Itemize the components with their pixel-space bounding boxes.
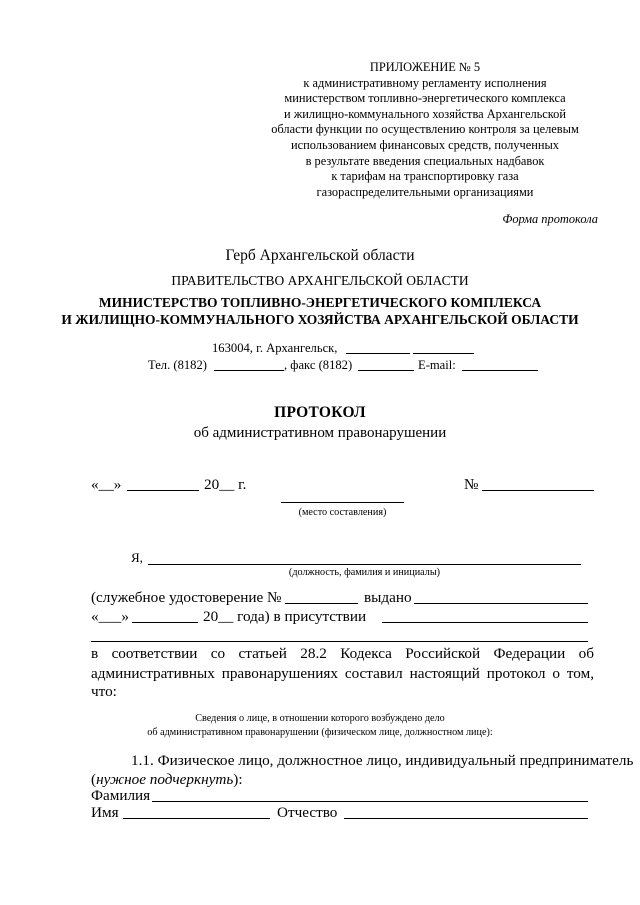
statement-line: административных правонарушениях составил настоящий протокол о том, — [91, 664, 594, 682]
surname-field[interactable] — [152, 801, 588, 802]
document-title: ПРОТОКОЛ — [274, 404, 366, 421]
ministry-name — [0, 294, 640, 328]
appendix-line: области функции по осуществлению контроля за целевым — [271, 122, 579, 137]
government-name: ПРАВИТЕЛЬСТВО АРХАНГЕЛЬСКОЙ ОБЛАСТИ — [171, 273, 469, 288]
section-heading-line: об административном правонарушении (физическом лице, должностном лице): — [147, 726, 493, 738]
item-note: (нужное подчеркнуть): — [91, 771, 243, 788]
surname-label: Фамилия — [91, 787, 151, 804]
document-subtitle: об административном правонарушении — [193, 425, 447, 441]
appendix-line: министерством топливно-энергетического комплекса — [284, 91, 566, 106]
presence-blank-2 — [91, 641, 588, 642]
item-note-text: нужное подчеркнуть — [96, 771, 234, 788]
statement-line: что: — [91, 683, 117, 700]
patronymic-label: Отчество — [277, 804, 338, 821]
date-day-label: «__» — [91, 476, 122, 493]
item-heading: 1.1. Физическое лицо, должностное лицо, индивидуальный предприниматель — [131, 752, 634, 769]
ministry-line: И ЖИЛИЩНО-КОММУНАЛЬНОГО ХОЗЯЙСТВА АРХАНГЕЛЬСКОЙ ОБЛАСТИ — [61, 312, 579, 327]
issue-year-label: 20__ года) в присутствии — [203, 608, 367, 625]
email-label: E-mail: — [418, 358, 456, 372]
appendix-line: газораспределительными организациями — [316, 184, 534, 199]
appendix-line: к тарифам на транспортировку газа — [331, 169, 519, 184]
name-field[interactable] — [123, 818, 270, 819]
certificate-number-blank — [285, 603, 358, 604]
date-year-label: 20__ г. — [204, 476, 247, 493]
address-label: 163004, г. Архангельск, — [212, 341, 338, 355]
place-blank — [281, 502, 404, 503]
appendix-line: использованием финансовых средств, полученных — [291, 137, 559, 152]
form-label: Форма протокола — [502, 212, 598, 226]
certificate-label: (служебное удостоверение № — [91, 589, 282, 606]
address-blank — [346, 353, 410, 354]
fax-label: , факс (8182) — [284, 358, 353, 372]
presence-blank — [382, 622, 588, 623]
i-label: Я, — [131, 550, 143, 565]
number-blank — [482, 490, 594, 491]
place-caption: (место составления) — [298, 507, 387, 518]
official-blank — [148, 564, 581, 565]
appendix-line: в результате введения специальных надбавок — [305, 153, 545, 168]
appendix-line: ПРИЛОЖЕНИЕ № 5 — [369, 60, 481, 74]
section-heading-line: Сведения о лице, в отношении которого возбуждено дело — [195, 713, 445, 724]
patronymic-field[interactable] — [344, 818, 588, 819]
phone-blank — [214, 370, 284, 371]
statement-line: в соответствии со статьей 28.2 Кодекса Российской Федерации об — [91, 645, 594, 662]
ministry-line: МИНИСТЕРСТВО ТОПЛИВНО-ЭНЕРГЕТИЧЕСКОГО КОМПЛЕКСА — [98, 295, 542, 310]
address-blank — [413, 353, 474, 354]
issue-date-day: «___» — [91, 608, 129, 625]
coat-of-arms-label: Герб Архангельской области — [225, 247, 415, 264]
number-label: № — [464, 476, 479, 493]
appendix-block — [240, 60, 610, 200]
appendix-line: и жилищно-коммунального хозяйства Архангельской — [283, 106, 567, 121]
fax-blank — [358, 370, 414, 371]
issued-blank — [414, 603, 588, 604]
issue-month-blank — [132, 622, 198, 623]
phone-label: Тел. (8182) — [148, 358, 207, 372]
appendix-line: к административному регламенту исполнения — [303, 75, 547, 90]
date-month-blank — [127, 490, 199, 491]
name-label: Имя — [91, 804, 119, 821]
email-blank — [462, 370, 538, 371]
official-caption: (должность, фамилия и инициалы) — [288, 567, 441, 578]
issued-label: выдано — [364, 589, 412, 606]
